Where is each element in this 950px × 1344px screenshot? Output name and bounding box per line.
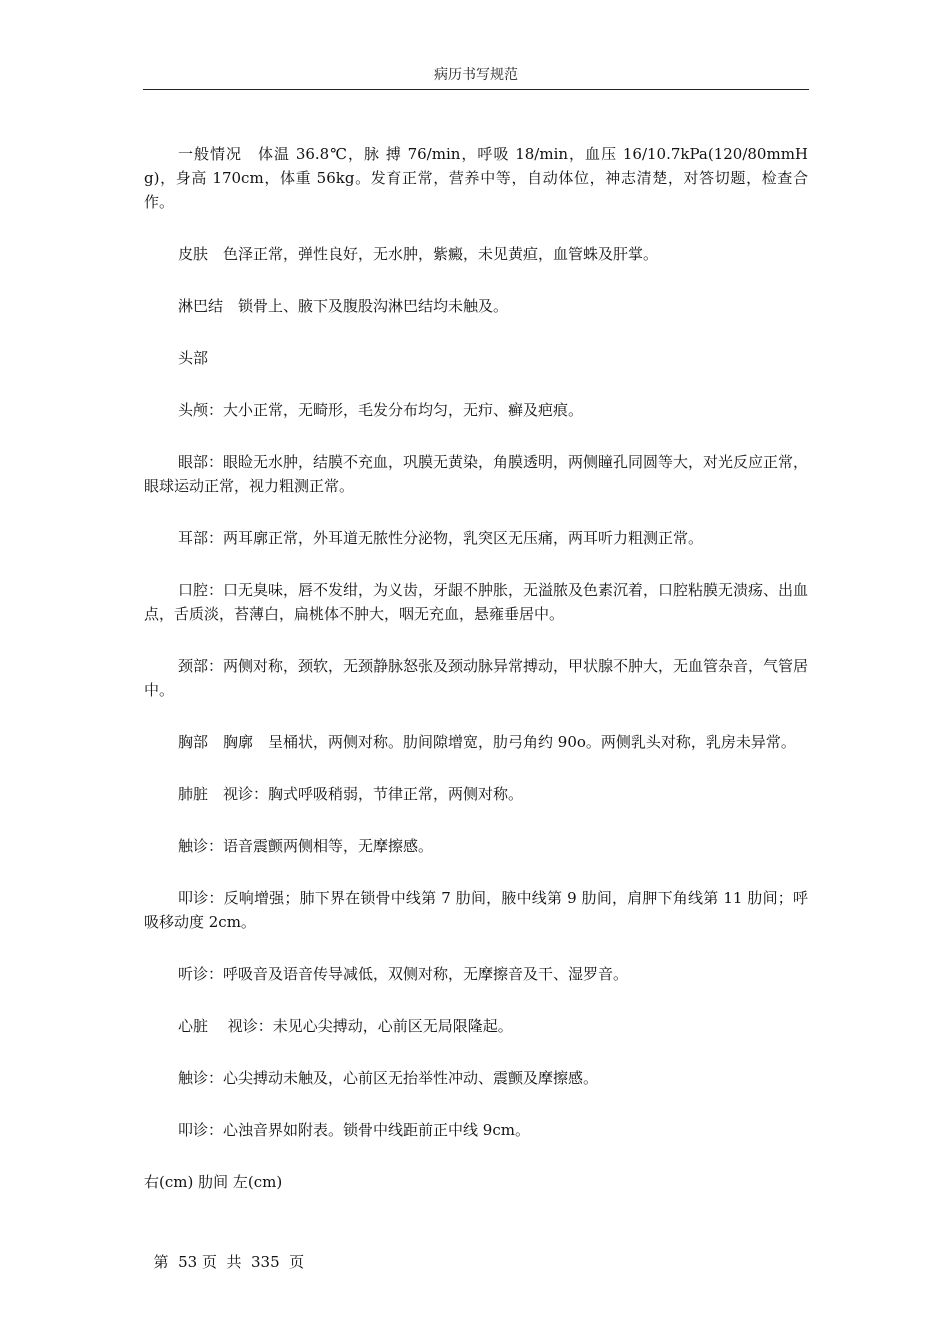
paragraph-lung-palpation: 触诊：语音震颤两侧相等，无摩擦感。 — [178, 837, 434, 855]
header-title: 病历书写规范 — [434, 67, 518, 83]
paragraph-head: 头部 — [178, 349, 209, 367]
paragraph-eyes: 眼部：眼睑无水肿，结膜不充血，巩膜无黄染，角膜透明，两侧瞳孔同圆等大，对光反应正常，眼球运动正常，视力粗测正常。 — [144, 453, 809, 495]
paragraph-lymph-nodes: 淋巴结 锁骨上、腋下及腹股沟淋巴结均未触及。 — [178, 297, 509, 315]
paragraph-lung-auscultation: 听诊：呼吸音及语音传导减低，双侧对称，无摩擦音及干、湿罗音。 — [178, 965, 629, 983]
paragraph-ears: 耳部：两耳廓正常，外耳道无脓性分泌物，乳突区无压痛，两耳听力粗测正常。 — [178, 529, 704, 547]
page-footer — [144, 1226, 304, 1274]
page-number: 第 53 页 共 335 页 — [153, 1253, 305, 1271]
document-body — [144, 142, 808, 1220]
paragraph-mouth: 口腔：口无臭味，唇不发绀，为义齿，牙龈不肿胀，无溢脓及色素沉着，口腔粘膜无溃疡、出血点，舌质淡，苔薄白，扁桃体不肿大，咽无充血，悬雍垂居中。 — [144, 581, 809, 623]
page-header — [143, 62, 809, 90]
paragraph-chest: 胸部 胸廓 呈桶状，两侧对称。肋间隙增宽，肋弓角约 90o。两侧乳头对称，乳房未异常。 — [178, 733, 796, 751]
paragraph-heart-inspection: 心脏 视诊：未见心尖搏动，心前区无局限隆起。 — [178, 1017, 513, 1035]
paragraph-lung-percussion: 叩诊：反响增强；肺下界在锁骨中线第 7 肋间，腋中线第 9 肋间，肩胛下角线第 11 肋间；呼吸移动度 2cm。 — [144, 889, 808, 931]
table-caption: 右(cm) 肋间 左(cm) — [144, 1173, 283, 1191]
paragraph-heart-percussion: 叩诊：心浊音界如附表。锁骨中线距前正中线 9cm。 — [178, 1121, 530, 1139]
paragraph-general-condition: 一般情况 体温 36.8℃，脉 搏 76/min，呼吸 18/min，血压 16/10.7kPa(120/80mmHg)，身高 170cm，体重 56kg。发育正常，营养中等，自动体位，神志清楚，对答切题，检查合作。 — [144, 145, 808, 211]
paragraph-neck: 颈部：两侧对称，颈软，无颈静脉怒张及颈动脉异常搏动，甲状腺不肿大，无血管杂音，气管居中。 — [144, 657, 809, 699]
paragraph-skin: 皮肤 色泽正常，弹性良好，无水肿，紫癜，未见黄疸，血管蛛及肝掌。 — [178, 245, 659, 263]
paragraph-skull: 头颅：大小正常，无畸形，毛发分布均匀，无疖、癣及疤痕。 — [178, 401, 584, 419]
paragraph-heart-palpation: 触诊：心尖搏动未触及，心前区无抬举性冲动、震颤及摩擦感。 — [178, 1069, 599, 1087]
paragraph-lung-inspection: 肺脏 视诊：胸式呼吸稍弱，节律正常，两侧对称。 — [178, 785, 524, 803]
